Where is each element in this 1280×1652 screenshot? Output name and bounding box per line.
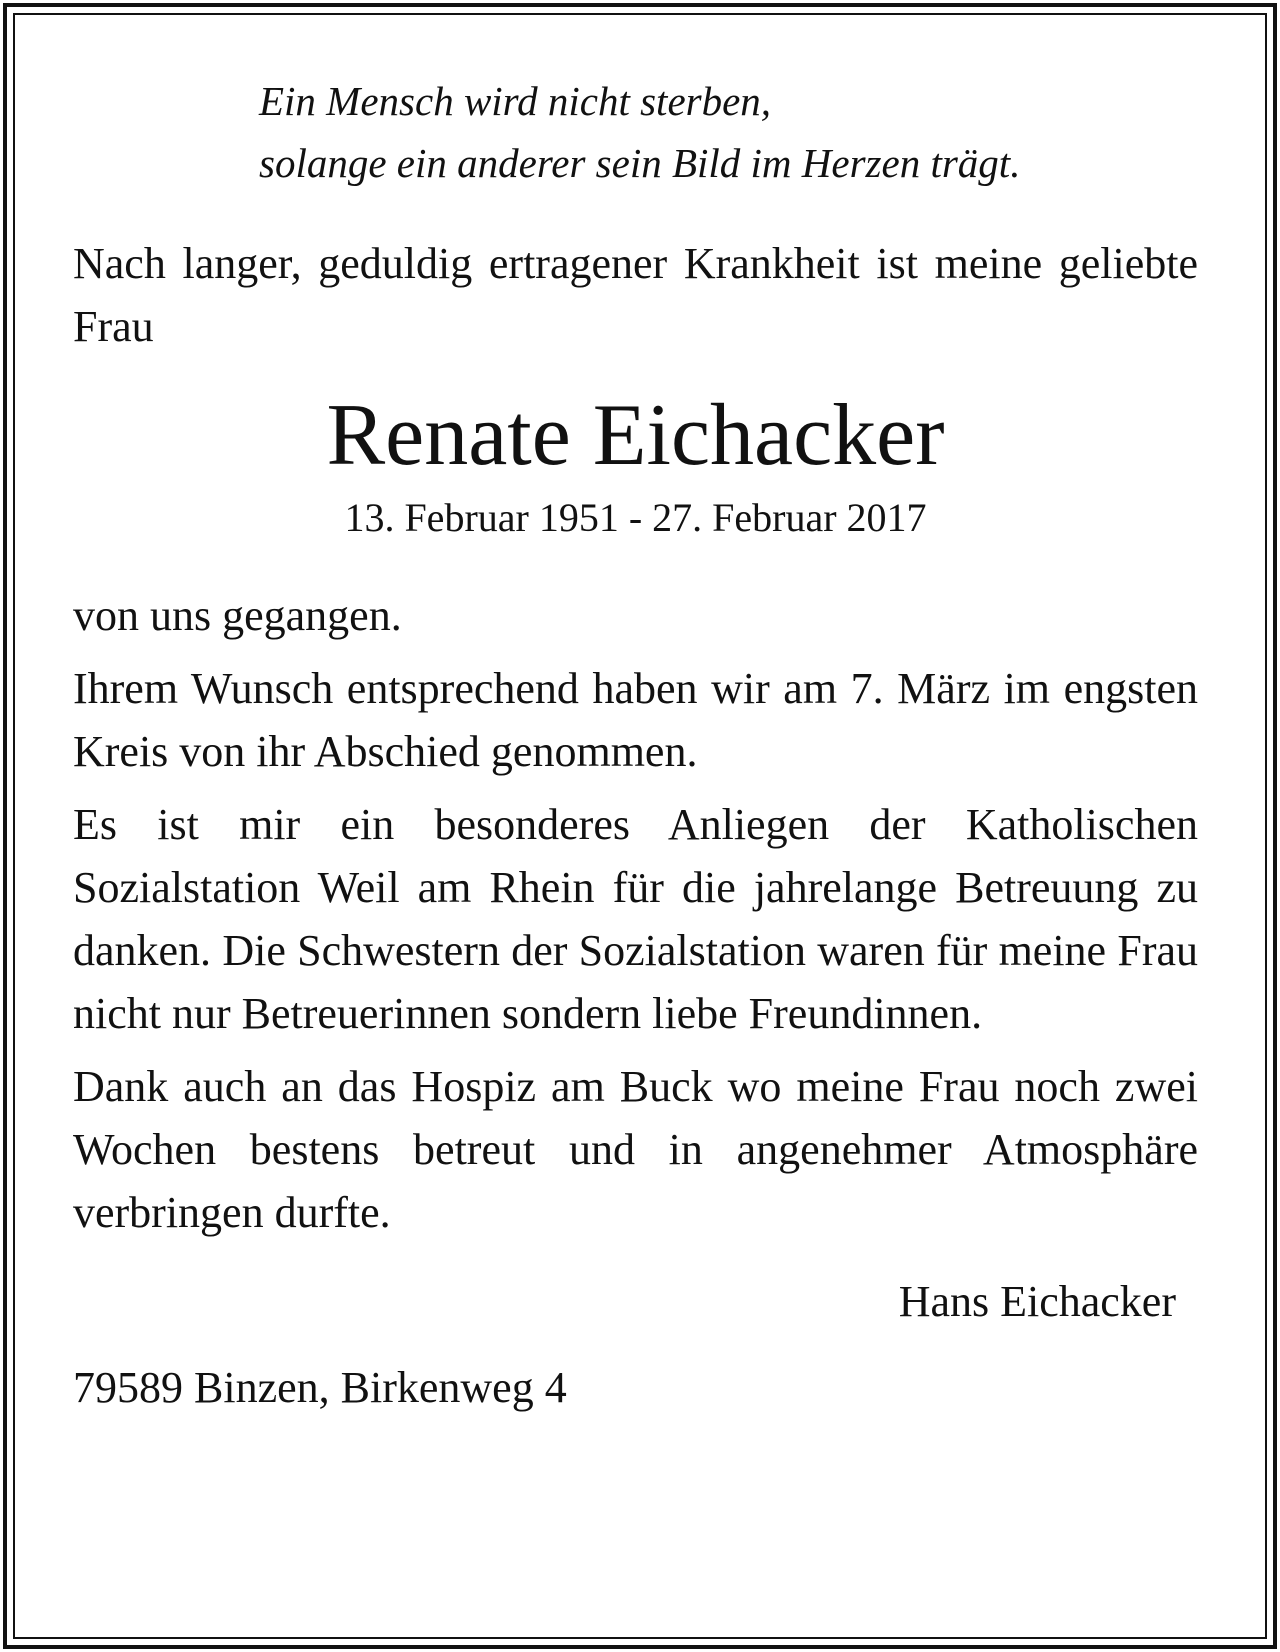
- intro-paragraph: Nach langer, geduldig ertragener Krankheit ist meine geliebte Frau: [73, 239, 1198, 351]
- signature: Hans Eichacker: [898, 1277, 1176, 1326]
- address: 79589 Binzen, Birkenweg 4: [73, 1363, 567, 1412]
- motto-quote: [259, 70, 1198, 194]
- thanks-hospiz-paragraph: Dank auch an das Hospiz am Buck wo meine Frau noch zwei Wochen bestens betreut und in angenehmer Atmosphäre verbringen durfte.: [73, 1062, 1198, 1237]
- obituary-notice: [73, 70, 1198, 1418]
- motto-line-1: Ein Mensch wird nicht sterben,: [259, 78, 772, 124]
- motto-line-2: solange ein anderer sein Bild im Herzen trägt.: [259, 140, 1021, 186]
- passed-away-line: von uns gegangen.: [73, 591, 402, 640]
- life-dates: 13. Februar 1951 - 27. Februar 2017: [344, 495, 927, 540]
- deceased-name: Renate Eichacker: [326, 387, 945, 484]
- farewell-paragraph: Ihrem Wunsch entsprechend haben wir am 7. März im engsten Kreis von ihr Abschied genommen.: [73, 664, 1198, 776]
- thanks-sozialstation-paragraph: Es ist mir ein besonderes Anliegen der Katholischen Sozialstation Weil am Rhein für die jahrelange Betreuung zu danken. Die Schwestern der Sozialstation waren für meine Frau nicht nur Betreuerinnen sondern liebe Freundinnen.: [73, 800, 1198, 1038]
